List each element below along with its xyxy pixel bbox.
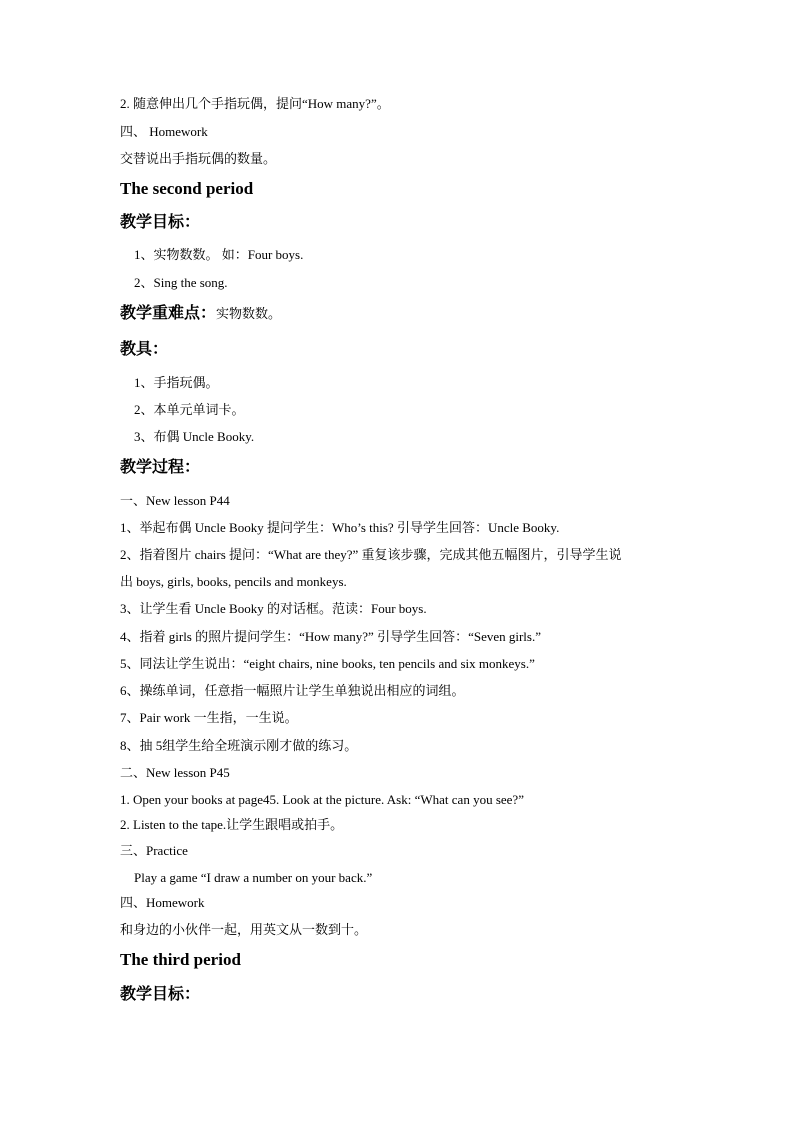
list-item: 2、Sing the song. (134, 275, 228, 290)
period-title: The third period (120, 950, 241, 969)
list-item: 1、实物数数。 如：Four boys. (134, 247, 304, 262)
text-line: 2、指着图片 chairs 提问：“What are they?” 重复该步骤，完成其他五幅图片，引导学生说 (120, 547, 622, 562)
key-points-text: 实物数数。 (216, 306, 282, 321)
text-line: 5、同法让学生说出：“eight chairs, nine books, ten pencils and six monkeys.” (120, 656, 535, 671)
text-line: 4、指着 girls 的照片提问学生：“How many?” 引导学生回答：“Seven girls.” (120, 629, 542, 644)
key-points-heading (120, 303, 281, 324)
section-heading: 三、Practice (120, 843, 188, 858)
section-heading: 四、Homework (120, 895, 205, 910)
period-title: The second period (120, 179, 254, 198)
section-heading: 四、 Homework (120, 124, 208, 139)
text-line: 3、让学生看 Uncle Booky 的对话框。范读：Four boys. (120, 601, 427, 616)
list-item: 2、本单元单词卡。 (134, 402, 245, 417)
text-line: 7、Pair work 一生指，一生说。 (120, 710, 298, 725)
text-line: 6、操练单词，任意指一幅照片让学生单独说出相应的词组。 (120, 683, 465, 698)
objectives-heading: 教学目标： (120, 212, 201, 231)
objectives-heading: 教学目标： (120, 984, 201, 1003)
text-line: Play a game “I draw a number on your back.” (134, 870, 373, 885)
text-line: 交替说出手指玩偶的数量。 (120, 151, 277, 166)
teaching-aids-heading: 教具： (120, 339, 169, 358)
section-heading: 一、New lesson P44 (120, 493, 230, 508)
text-line: 2. Listen to the tape.让学生跟唱或拍手。 (120, 817, 344, 832)
section-heading: 二、New lesson P45 (120, 765, 230, 780)
text-line: 出 boys, girls, books, pencils and monkeys. (120, 574, 347, 589)
text-line: 1. Open your books at page45. Look at the picture. Ask: “What can you see?” (120, 792, 524, 807)
list-item: 1、手指玩偶。 (134, 375, 219, 390)
text-line: 8、抽 5组学生给全班演示刚才做的练习。 (120, 738, 358, 753)
text-line: 1、举起布偶 Uncle Booky 提问学生：Who’s this? 引导学生回答：Uncle Booky. (120, 520, 560, 535)
text-line: 2. 随意伸出几个手指玩偶，提问“How many?”。 (120, 96, 390, 111)
list-item: 3、布偶 Uncle Booky. (134, 429, 255, 444)
text-line: 和身边的小伙伴一起，用英文从一数到十。 (120, 922, 368, 937)
procedure-heading: 教学过程： (120, 457, 201, 476)
key-points-label: 教学重难点： (120, 303, 217, 322)
